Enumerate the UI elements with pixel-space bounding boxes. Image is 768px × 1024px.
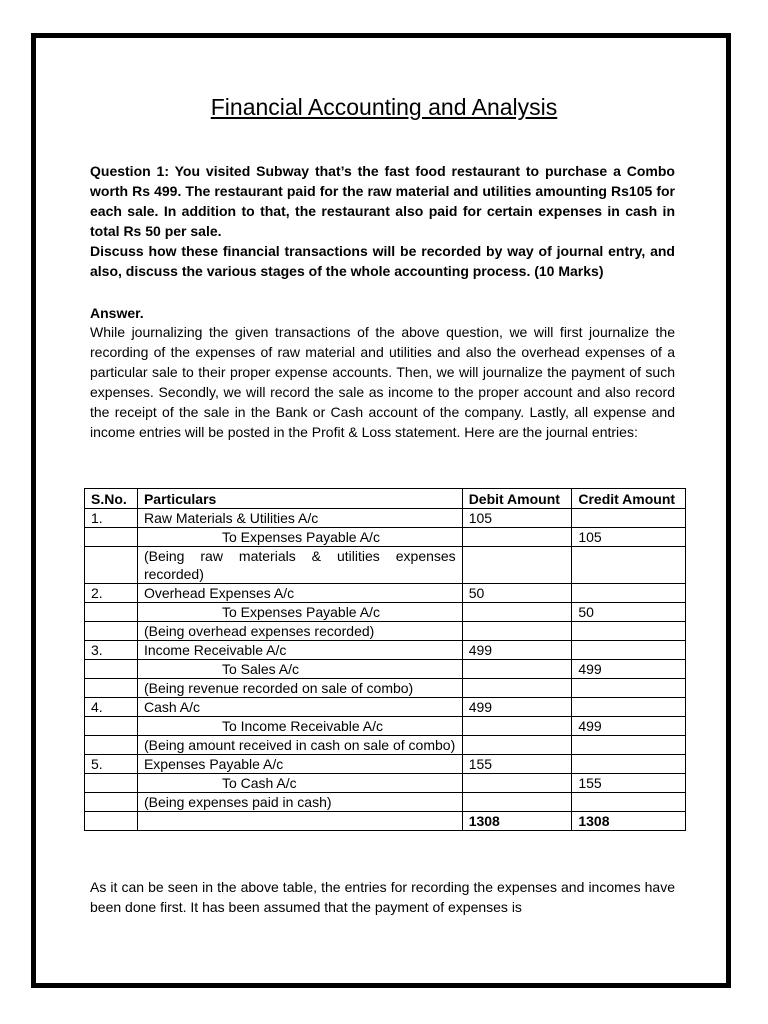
header-debit: Debit Amount (462, 489, 572, 509)
cell-sno: 1. (85, 509, 138, 528)
cell-credit (572, 622, 686, 641)
cell-sno: 4. (85, 698, 138, 717)
cell-particulars: To Expenses Payable A/c (137, 528, 462, 547)
answer-paragraph: While journalizing the given transactions of the above question, we will first journalize the recording of the expenses of raw material and utilities and also the overhead expenses of a particular sale to their proper expense accounts. Then, we will journalize the payment of such expenses. Secondly, we will record the sale as income to the proper account and also record the receipt of the sale in the Bank or Cash account of the company. Lastly, all expense and income entries will be posted in the Profit & Loss statement. Here are the journal entries: (90, 324, 675, 440)
table-row (85, 547, 686, 584)
cell-debit (462, 717, 572, 736)
cell-debit (462, 736, 572, 755)
cell-particulars: To Cash A/c (137, 774, 462, 793)
header-particulars: Particulars (137, 489, 462, 509)
table-row (85, 774, 686, 793)
table-row (85, 641, 686, 660)
cell-particulars: To Expenses Payable A/c (137, 603, 462, 622)
cell-sno: 3. (85, 641, 138, 660)
cell-credit: 499 (572, 717, 686, 736)
table-row (85, 603, 686, 622)
header-credit: Credit Amount (572, 489, 686, 509)
cell-particulars: Income Receivable A/c (137, 641, 462, 660)
cell-particulars: To Sales A/c (137, 660, 462, 679)
cell-sno (85, 774, 138, 793)
cell-particulars: Cash A/c (137, 698, 462, 717)
cell-sno: 2. (85, 584, 138, 603)
cell-credit: 105 (572, 528, 686, 547)
cell-credit (572, 641, 686, 660)
cell-particulars: (Being overhead expenses recorded) (137, 622, 462, 641)
cell-credit (572, 698, 686, 717)
cell-credit (572, 679, 686, 698)
cell-credit (572, 584, 686, 603)
cell-debit (462, 528, 572, 547)
cell-credit: 50 (572, 603, 686, 622)
cell-particulars: Raw Materials & Utilities A/c (137, 509, 462, 528)
cell-sno (85, 736, 138, 755)
cell-credit (572, 509, 686, 528)
table-row (85, 622, 686, 641)
cell-debit: 50 (462, 584, 572, 603)
cell-particulars: (Being revenue recorded on sale of combo) (137, 679, 462, 698)
question-instruction: Discuss how these financial transactions will be recorded by way of journal entry, and also, discuss the various stages of the whole accounting process. (10 Marks) (90, 243, 675, 279)
cell-credit (572, 547, 686, 584)
cell-particulars (137, 812, 462, 831)
cell-particulars: Expenses Payable A/c (137, 755, 462, 774)
cell-sno (85, 793, 138, 812)
cell-credit (572, 736, 686, 755)
cell-sno (85, 679, 138, 698)
cell-particulars: Overhead Expenses A/c (137, 584, 462, 603)
table-row (85, 717, 686, 736)
cell-particulars: (Being raw materials & utilities expenses recorded) (137, 547, 462, 584)
table-row (85, 736, 686, 755)
table-row (85, 584, 686, 603)
cell-sno (85, 660, 138, 679)
header-sno: S.No. (85, 489, 138, 509)
table-row (85, 660, 686, 679)
cell-debit (462, 774, 572, 793)
cell-credit: 499 (572, 660, 686, 679)
table-row (85, 679, 686, 698)
cell-sno (85, 603, 138, 622)
table-row (85, 528, 686, 547)
table-row (85, 755, 686, 774)
cell-sno (85, 812, 138, 831)
cell-debit: 499 (462, 641, 572, 660)
total-credit: 1308 (572, 812, 686, 831)
cell-sno (85, 622, 138, 641)
table-row (85, 698, 686, 717)
cell-credit (572, 793, 686, 812)
journal-entries-table (84, 488, 686, 831)
cell-sno (85, 547, 138, 584)
cell-particulars: (Being amount received in cash on sale of combo) (137, 736, 462, 755)
cell-debit: 499 (462, 698, 572, 717)
cell-debit (462, 547, 572, 584)
cell-debit (462, 793, 572, 812)
cell-sno (85, 717, 138, 736)
table-row (85, 793, 686, 812)
closing-paragraph: As it can be seen in the above table, the entries for recording the expenses and incomes have been done first. It has been assumed that the payment of expenses is (90, 879, 675, 915)
table-header-row (85, 489, 686, 509)
total-debit: 1308 (462, 812, 572, 831)
table-row (85, 509, 686, 528)
answer-heading: Answer. (90, 305, 144, 321)
page-title: Financial Accounting and Analysis (210, 94, 558, 120)
cell-credit: 155 (572, 774, 686, 793)
cell-particulars: (Being expenses paid in cash) (137, 793, 462, 812)
cell-debit (462, 622, 572, 641)
question-text: Question 1: You visited Subway that’s the fast food restaurant to purchase a Combo worth Rs 499. The restaurant paid for the raw material and utilities amounting Rs105 for each sale. In addition to that, the restaurant also paid for certain expenses in cash in total Rs 50 per sale. (90, 163, 675, 239)
cell-debit: 155 (462, 755, 572, 774)
cell-sno: 5. (85, 755, 138, 774)
cell-debit (462, 660, 572, 679)
cell-credit (572, 755, 686, 774)
cell-debit (462, 679, 572, 698)
question-block (90, 161, 675, 281)
cell-debit: 105 (462, 509, 572, 528)
table-total-row (85, 812, 686, 831)
cell-sno (85, 528, 138, 547)
cell-debit (462, 603, 572, 622)
cell-particulars: To Income Receivable A/c (137, 717, 462, 736)
